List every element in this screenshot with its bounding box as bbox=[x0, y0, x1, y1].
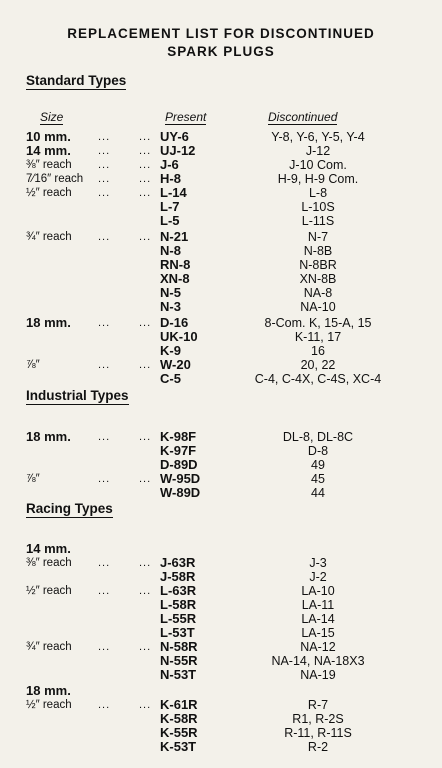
row-discontinued-types: H-9, H-9 Com. bbox=[277, 172, 359, 186]
row-present-type: N-8 bbox=[160, 243, 181, 258]
table-row bbox=[0, 654, 442, 668]
row-present-type: N-58R bbox=[160, 639, 198, 654]
leader-dots: ... bbox=[98, 473, 111, 485]
leader-dots: ... bbox=[98, 641, 111, 653]
row-discontinued-types: R-11, R-11S bbox=[284, 726, 352, 740]
leader-dots: ... bbox=[139, 187, 152, 199]
leader-dots: ... bbox=[98, 317, 111, 329]
row-present-type: N-5 bbox=[160, 285, 181, 300]
row-discontinued-types: N-8BR bbox=[299, 258, 337, 272]
row-present-type: K-55R bbox=[160, 725, 198, 740]
row-discontinued-types: LA-10 bbox=[301, 584, 335, 598]
leader-dots: ... bbox=[98, 431, 111, 443]
table-row bbox=[0, 612, 442, 626]
table-row bbox=[0, 626, 442, 640]
row-size: ⅜″ reach bbox=[26, 159, 72, 171]
row-discontinued-types: 16 bbox=[311, 344, 325, 358]
row-discontinued-types: 20, 22 bbox=[300, 358, 336, 372]
document-title-line1: REPLACEMENT LIST FOR DISCONTINUED bbox=[67, 26, 375, 41]
row-discontinued-types: 49 bbox=[311, 458, 325, 472]
row-present-type: UY-6 bbox=[160, 129, 189, 144]
row-present-type: L-5 bbox=[160, 213, 180, 228]
table-row bbox=[0, 726, 442, 740]
row-discontinued-types: J-12 bbox=[305, 144, 331, 158]
row-discontinued-types: N-8B bbox=[303, 244, 333, 258]
table-row bbox=[0, 556, 442, 570]
row-present-type: D-16 bbox=[160, 315, 189, 330]
row-discontinued-types: L-10S bbox=[301, 200, 335, 214]
table-row bbox=[0, 230, 442, 244]
table-row bbox=[0, 640, 442, 654]
table-row bbox=[0, 372, 442, 386]
table-row bbox=[0, 458, 442, 472]
table-row bbox=[0, 430, 442, 444]
row-discontinued-types: NA-8 bbox=[303, 286, 333, 300]
row-present-type: C-5 bbox=[160, 371, 181, 386]
row-present-type: N-3 bbox=[160, 299, 181, 314]
table-row bbox=[0, 542, 442, 556]
row-size: 7⁄16″ reach bbox=[26, 173, 84, 185]
table-row bbox=[0, 598, 442, 612]
leader-dots: ... bbox=[98, 131, 111, 143]
row-size: ¾″ reach bbox=[26, 231, 72, 243]
row-present-type: J-63R bbox=[160, 555, 196, 570]
row-present-type: H-8 bbox=[160, 171, 181, 186]
row-discontinued-types: Y-8, Y-6, Y-5, Y-4 bbox=[271, 130, 365, 144]
row-present-type: K-9 bbox=[160, 343, 181, 358]
row-size: 18 mm. bbox=[26, 683, 71, 698]
leader-dots: ... bbox=[98, 699, 111, 711]
row-present-type: W-89D bbox=[160, 485, 201, 500]
table-row bbox=[0, 316, 442, 330]
leader-dots: ... bbox=[98, 145, 111, 157]
row-discontinued-types: LA-15 bbox=[301, 626, 335, 640]
leader-dots: ... bbox=[139, 473, 152, 485]
column-header-size: Size bbox=[40, 110, 64, 124]
leader-dots: ... bbox=[139, 557, 152, 569]
row-present-type: N-55R bbox=[160, 653, 198, 668]
table-row bbox=[0, 740, 442, 754]
row-size: ¾″ reach bbox=[26, 641, 72, 653]
row-present-type: N-21 bbox=[160, 229, 189, 244]
table-row bbox=[0, 668, 442, 682]
row-discontinued-types: NA-14, NA-18X3 bbox=[271, 654, 365, 668]
document-title-line2: SPARK PLUGS bbox=[167, 44, 275, 59]
table-row bbox=[0, 330, 442, 344]
row-present-type: J-6 bbox=[160, 157, 179, 172]
leader-dots: ... bbox=[98, 585, 111, 597]
row-present-type: K-97F bbox=[160, 443, 197, 458]
row-present-type: UK-10 bbox=[160, 329, 198, 344]
table-row bbox=[0, 130, 442, 144]
row-size: ½″ reach bbox=[26, 699, 72, 711]
row-discontinued-types: R-7 bbox=[307, 698, 329, 712]
row-discontinued-types: D-8 bbox=[307, 444, 329, 458]
column-header-present: Present bbox=[165, 110, 207, 124]
row-discontinued-types: 44 bbox=[311, 486, 325, 500]
row-discontinued-types: DL-8, DL-8C bbox=[282, 430, 354, 444]
table-row bbox=[0, 244, 442, 258]
row-discontinued-types: C-4, C-4X, C-4S, XC-4 bbox=[254, 372, 382, 386]
row-discontinued-types: NA-12 bbox=[300, 640, 336, 654]
leader-dots: ... bbox=[98, 159, 111, 171]
table-row bbox=[0, 570, 442, 584]
row-discontinued-types: L-8 bbox=[308, 186, 328, 200]
leader-dots: ... bbox=[139, 231, 152, 243]
row-discontinued-types: L-11S bbox=[301, 214, 335, 228]
table-row bbox=[0, 584, 442, 598]
row-present-type: K-53T bbox=[160, 739, 197, 754]
table-row bbox=[0, 258, 442, 272]
row-present-type: L-14 bbox=[160, 185, 187, 200]
row-discontinued-types: N-7 bbox=[307, 230, 329, 244]
table-row bbox=[0, 444, 442, 458]
leader-dots: ... bbox=[139, 359, 152, 371]
row-discontinued-types: J-10 Com. bbox=[289, 158, 347, 172]
table-row bbox=[0, 186, 442, 200]
leader-dots: ... bbox=[98, 359, 111, 371]
section-industrial-types: Industrial Types bbox=[26, 388, 129, 403]
section-racing-types: Racing Types bbox=[26, 501, 113, 516]
row-discontinued-types: 45 bbox=[311, 472, 325, 486]
leader-dots: ... bbox=[139, 641, 152, 653]
table-row bbox=[0, 300, 442, 314]
row-present-type: L-55R bbox=[160, 611, 197, 626]
row-discontinued-types: XN-8B bbox=[299, 272, 337, 286]
row-present-type: L-63R bbox=[160, 583, 197, 598]
row-size: ⅜″ reach bbox=[26, 557, 72, 569]
row-present-type: L-53T bbox=[160, 625, 195, 640]
leader-dots: ... bbox=[139, 131, 152, 143]
row-size: ⅞″ bbox=[26, 473, 40, 485]
table-row bbox=[0, 200, 442, 214]
column-header-discontinued: Discontinued bbox=[268, 110, 338, 124]
row-discontinued-types: NA-19 bbox=[300, 668, 336, 682]
row-discontinued-types: 8-Com. K, 15-A, 15 bbox=[264, 316, 372, 330]
table-row bbox=[0, 214, 442, 228]
row-discontinued-types: R-2 bbox=[307, 740, 329, 754]
row-size: ½″ reach bbox=[26, 187, 72, 199]
table-row bbox=[0, 358, 442, 372]
row-present-type: D-89D bbox=[160, 457, 198, 472]
table-row bbox=[0, 486, 442, 500]
table-row bbox=[0, 472, 442, 486]
row-size: 18 mm. bbox=[26, 315, 71, 330]
leader-dots: ... bbox=[139, 317, 152, 329]
row-size: 18 mm. bbox=[26, 429, 71, 444]
table-row bbox=[0, 286, 442, 300]
table-row bbox=[0, 344, 442, 358]
row-present-type: W-20 bbox=[160, 357, 191, 372]
row-size: 14 mm. bbox=[26, 541, 71, 556]
leader-dots: ... bbox=[139, 699, 152, 711]
leader-dots: ... bbox=[139, 585, 152, 597]
row-size: ½″ reach bbox=[26, 585, 72, 597]
leader-dots: ... bbox=[139, 173, 152, 185]
leader-dots: ... bbox=[98, 187, 111, 199]
row-present-type: UJ-12 bbox=[160, 143, 196, 158]
row-discontinued-types: J-3 bbox=[309, 556, 327, 570]
row-present-type: XN-8 bbox=[160, 271, 190, 286]
leader-dots: ... bbox=[98, 231, 111, 243]
section-standard-types: Standard Types bbox=[26, 73, 127, 88]
row-discontinued-types: LA-14 bbox=[301, 612, 335, 626]
leader-dots: ... bbox=[139, 145, 152, 157]
table-row bbox=[0, 712, 442, 726]
row-discontinued-types: J-2 bbox=[309, 570, 327, 584]
row-present-type: J-58R bbox=[160, 569, 196, 584]
row-size: 10 mm. bbox=[26, 129, 71, 144]
table-row bbox=[0, 158, 442, 172]
leader-dots: ... bbox=[139, 159, 152, 171]
row-present-type: K-58R bbox=[160, 711, 198, 726]
leader-dots: ... bbox=[98, 557, 111, 569]
row-present-type: K-98F bbox=[160, 429, 197, 444]
leader-dots: ... bbox=[98, 173, 111, 185]
table-row bbox=[0, 684, 442, 698]
row-present-type: W-95D bbox=[160, 471, 201, 486]
row-present-type: K-61R bbox=[160, 697, 198, 712]
table-row bbox=[0, 172, 442, 186]
table-row bbox=[0, 272, 442, 286]
row-present-type: L-7 bbox=[160, 199, 180, 214]
row-present-type: N-53T bbox=[160, 667, 197, 682]
row-present-type: L-58R bbox=[160, 597, 197, 612]
table-row bbox=[0, 144, 442, 158]
table-row bbox=[0, 698, 442, 712]
row-discontinued-types: K-11, 17 bbox=[294, 330, 342, 344]
row-discontinued-types: LA-11 bbox=[301, 598, 335, 612]
row-discontinued-types: R1, R-2S bbox=[292, 712, 344, 726]
row-discontinued-types: NA-10 bbox=[300, 300, 336, 314]
leader-dots: ... bbox=[139, 431, 152, 443]
row-size: ⅞″ bbox=[26, 359, 40, 371]
row-present-type: RN-8 bbox=[160, 257, 191, 272]
row-size: 14 mm. bbox=[26, 143, 71, 158]
